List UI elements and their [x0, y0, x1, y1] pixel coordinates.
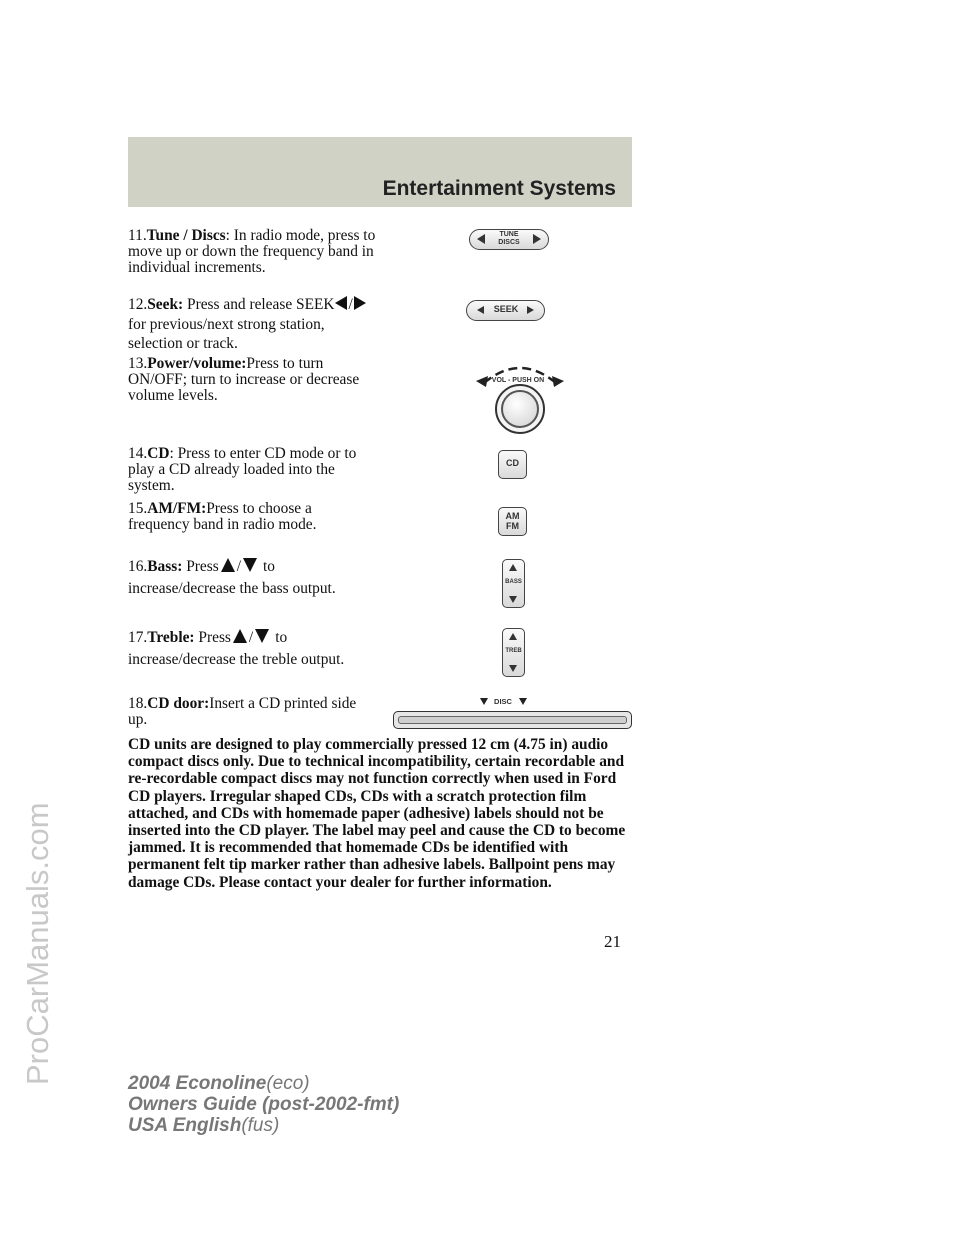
header-band — [128, 137, 632, 207]
cd-button-label: CD — [506, 458, 519, 468]
item-text: Press to enter CD mode or to play a CD already loaded into the system. — [128, 445, 357, 495]
disc-right-down-arrow-icon — [519, 698, 527, 705]
item-text-after: to increase/decrease the bass output. — [128, 558, 336, 597]
power-volume-knob — [495, 384, 545, 434]
cd-door-slot — [393, 711, 632, 729]
bass-rocker-down-arrow-icon — [509, 596, 517, 603]
seek-left-arrow-icon — [335, 296, 347, 310]
item-number: 15. — [128, 500, 148, 517]
treble-rocker-down-arrow-icon — [509, 665, 517, 672]
item-number: 18. — [128, 695, 148, 712]
item-term: Treble: — [147, 629, 195, 646]
cd-door-slot-inner — [398, 716, 627, 724]
treble-down-arrow-icon — [255, 629, 269, 643]
disc-label: DISC — [494, 697, 512, 706]
item-number: 11. — [128, 227, 147, 244]
item-cd: 14.CD: Press to enter CD mode or to play a CD already loaded into the system. — [128, 445, 357, 495]
disc-label-group — [480, 697, 530, 707]
volume-label: VOL - PUSH ON — [491, 377, 545, 384]
footer-model-code: (eco) — [266, 1073, 310, 1094]
cd-warning-note: CD units are designed to play commercially pressed 12 cm (4.75 in) audio compact discs only. Due to technical incompatibility, certain recordable and re-recordable compact discs may not function correctly when used in Ford CD players. Irregular shaped CDs, CDs with a scratch protection film attached, and CDs with homemade paper (adhesive) labels should not be inserted into the CD player. The label may peel and cause the CD to become jammed. It is recommended that homemade CDs be identified with permanent felt tip marker rather than adhesive labels. Ballpoint pens may damage CDs. Please contact your dealer for further information. — [128, 736, 626, 891]
item-number: 12. — [128, 296, 148, 313]
footer-language-code: (fus) — [241, 1115, 280, 1136]
item-text: In radio mode, press to move up or down the frequency band in individual increments. — [128, 227, 376, 277]
item-term: Tune / Discs — [146, 227, 226, 244]
page-number: 21 — [604, 932, 621, 951]
footer-model: 2004 Econoline — [128, 1073, 267, 1094]
item-text-before: Press — [186, 558, 219, 575]
item-term: AM/FM: — [147, 500, 207, 517]
item-text-before: Press and release SEEK — [187, 296, 335, 313]
item-text-after: to increase/decrease the treble output. — [128, 629, 345, 668]
section-title: Entertainment Systems — [382, 177, 616, 200]
seek-right-arrow-icon — [354, 296, 366, 310]
item-number: 13. — [128, 355, 148, 372]
seek-label: SEEK — [493, 304, 519, 314]
item-number: 14. — [128, 445, 148, 462]
treble-rocker — [502, 628, 525, 677]
item-text-after: for previous/next strong station, selection or track. — [128, 315, 325, 352]
knob-center — [501, 390, 539, 428]
item-treble: 17.Treble: Press / to increase/decrease the treble output. — [128, 629, 345, 668]
watermark: ProCarManuals.com — [20, 802, 55, 1085]
tune-right-arrow-icon — [533, 234, 541, 244]
item-text-before: Press — [198, 629, 231, 646]
bass-rocker-up-arrow-icon — [509, 564, 517, 571]
disc-left-down-arrow-icon — [480, 698, 488, 705]
seek-control — [466, 300, 545, 321]
item-term: Bass: — [147, 558, 183, 575]
footer — [128, 1073, 399, 1136]
item-tune-discs: 11.Tune / Discs: In radio mode, press to move up or down the frequency band in individual increments. — [128, 227, 376, 277]
item-power-volume — [128, 356, 376, 405]
tune-discs-label: TUNE DISCS — [498, 231, 520, 246]
item-term: CD door: — [147, 695, 210, 712]
am-fm-button-label: AM FM — [505, 511, 520, 531]
item-number: 17. — [128, 629, 148, 646]
tune-discs-control — [469, 229, 549, 250]
item-term: Seek: — [147, 296, 184, 313]
item-cd-door — [128, 696, 376, 728]
seek-control-left-arrow-icon — [477, 306, 484, 314]
treble-label: TREB — [505, 648, 522, 654]
cd-button — [498, 450, 527, 479]
item-seek: 12.Seek: Press and release SEEK /for previous/next strong station, selection or track. — [128, 295, 376, 354]
item-number: 16. — [128, 558, 148, 575]
footer-language: USA English — [128, 1115, 242, 1136]
item-bass: 16.Bass: Press / to increase/decrease the bass output. — [128, 558, 336, 597]
bass-down-arrow-icon — [243, 558, 257, 572]
bass-label: BASS — [505, 579, 522, 585]
am-fm-button — [498, 507, 527, 536]
treble-up-arrow-icon — [233, 629, 247, 643]
item-term: Power/volume: — [147, 355, 247, 372]
footer-guide: Owners Guide (post-2002-fmt) — [128, 1094, 400, 1115]
item-am-fm — [128, 501, 376, 533]
seek-control-right-arrow-icon — [527, 306, 534, 314]
treble-rocker-up-arrow-icon — [509, 633, 517, 640]
item-text: Insert a CD printed side up. — [128, 695, 357, 729]
item-text: Press to turn ON/OFF; turn to increase or decrease volume levels. — [128, 355, 360, 405]
bass-up-arrow-icon — [221, 558, 235, 572]
bass-rocker — [502, 559, 525, 608]
item-text: Press to choose a frequency band in radio mode. — [128, 500, 317, 534]
tune-left-arrow-icon — [477, 234, 485, 244]
item-term: CD — [147, 445, 170, 462]
